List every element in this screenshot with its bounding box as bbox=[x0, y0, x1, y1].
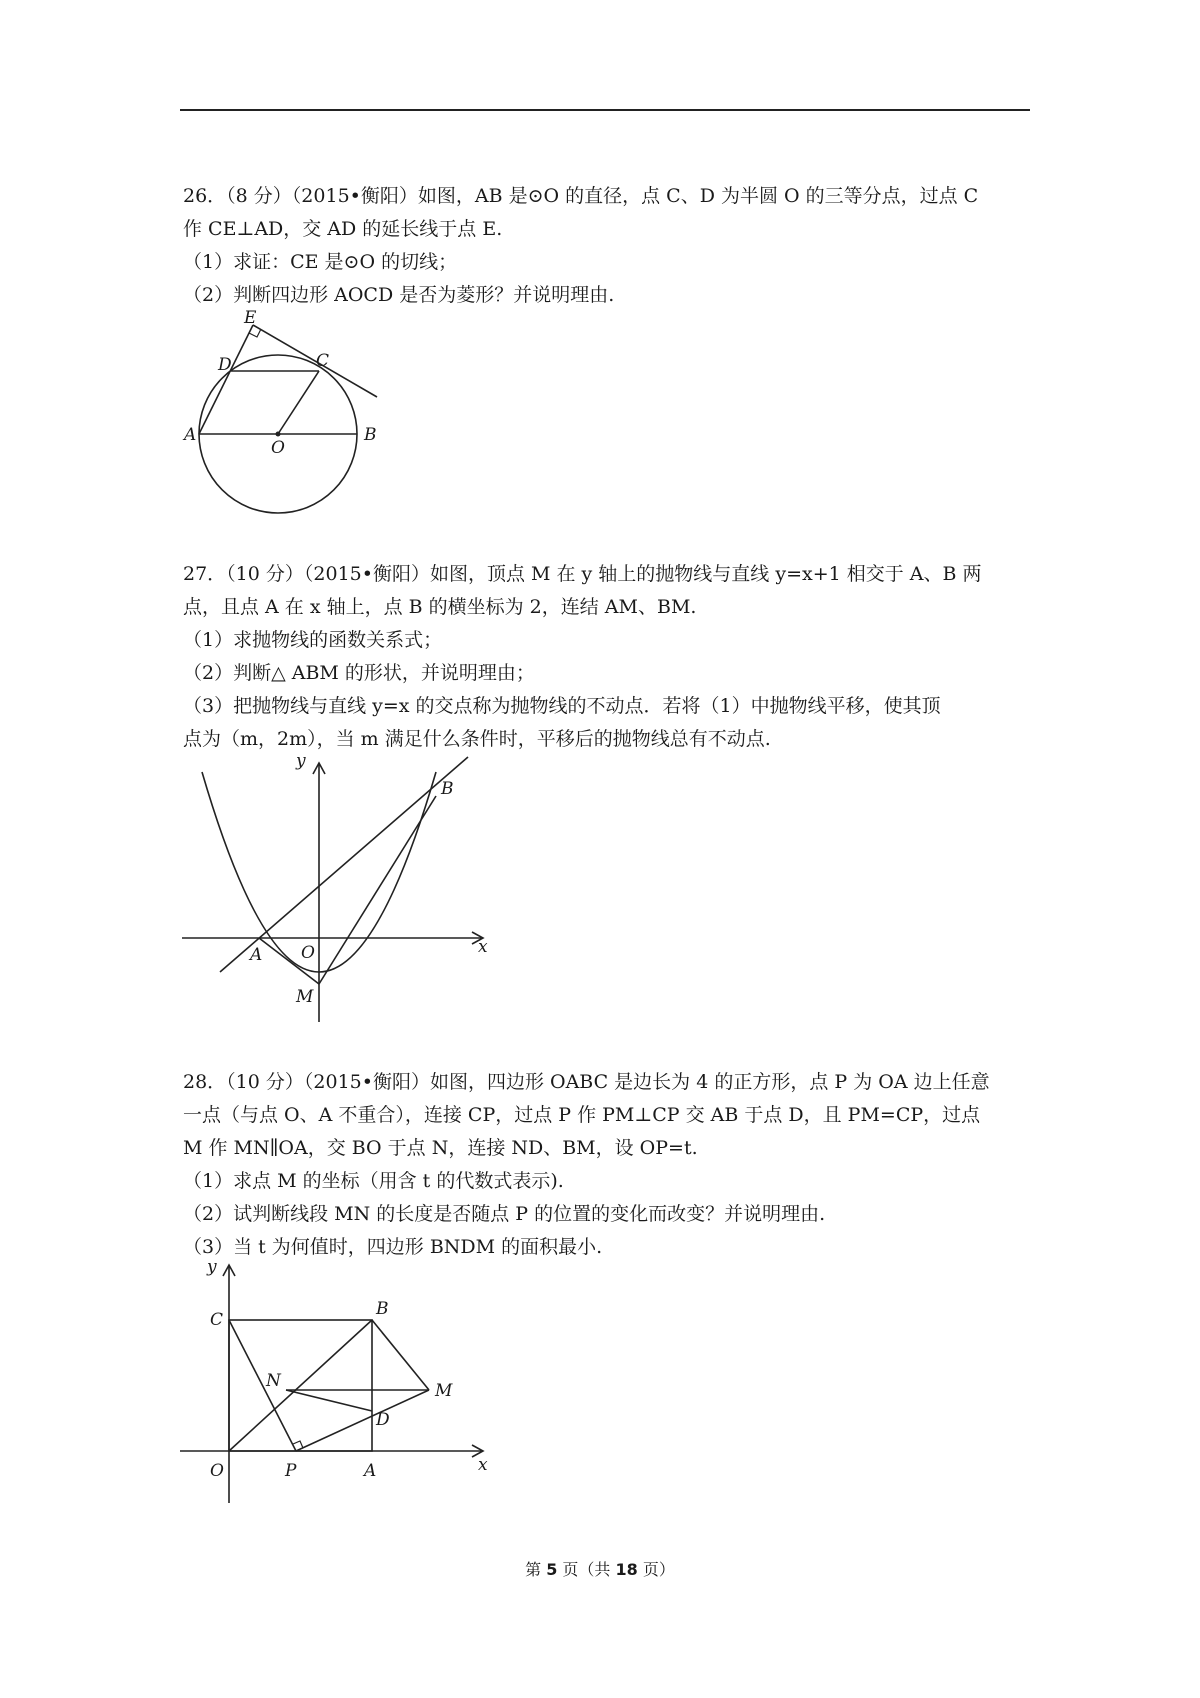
problem-line: （1）求证：CE 是⊙O 的切线； bbox=[183, 251, 458, 273]
problem-line: （3）当 t 为何值时，四边形 BNDM 的面积最小. bbox=[183, 1236, 603, 1258]
label-x: x bbox=[478, 937, 488, 957]
label-b: B bbox=[376, 1299, 389, 1319]
problem-line: （2）试判断线段 MN 的长度是否随点 P 的位置的变化而改变？并说明理由. bbox=[183, 1203, 826, 1225]
label-d: D bbox=[218, 355, 232, 375]
footer-prefix: 第 bbox=[525, 1560, 547, 1579]
problem-line: （1）求点 M 的坐标（用含 t 的代数式表示). bbox=[183, 1170, 564, 1192]
problem-line: （3）把抛物线与直线 y=x 的交点称为抛物线的不动点．若将（1）中抛物线平移，使其顶 bbox=[183, 695, 941, 717]
segment-nd bbox=[286, 1390, 372, 1411]
label-c: C bbox=[210, 1310, 224, 1330]
problem-line: 一点（与点 O、A 不重合），连接 CP，过点 P 作 PM⊥CP 交 AB 于点 D，且 PM=CP，过点 bbox=[183, 1104, 981, 1126]
label-c: C bbox=[316, 351, 330, 371]
label-x: x bbox=[478, 1455, 488, 1475]
label-a: A bbox=[250, 945, 263, 965]
label-y: y bbox=[296, 751, 306, 771]
problem-line: （2）判断四边形 AOCD 是否为菱形？并说明理由. bbox=[183, 284, 615, 306]
segment-pm bbox=[296, 1390, 429, 1451]
label-n: N bbox=[266, 1371, 281, 1391]
label-b: B bbox=[364, 425, 377, 445]
label-d: D bbox=[376, 1410, 390, 1430]
footer-middle: 页（共 bbox=[557, 1560, 616, 1579]
line-y-x-plus-1 bbox=[220, 757, 468, 972]
footer-total-pages: 18 bbox=[615, 1560, 638, 1579]
problem-line: 点，且点 A 在 x 轴上，点 B 的横坐标为 2，连结 AM、BM. bbox=[183, 596, 697, 618]
figure-28-square bbox=[180, 1258, 500, 1518]
segment-bm bbox=[372, 1320, 429, 1390]
label-b: B bbox=[441, 779, 454, 799]
problem-line: 26．（8 分）（2015•衡阳）如图，AB 是⊙O 的直径，点 C、D 为半圆 O 的三等分点，过点 C bbox=[183, 185, 979, 207]
problem-28 bbox=[183, 1066, 1023, 1264]
segment-oc bbox=[278, 371, 319, 434]
label-e: E bbox=[244, 308, 257, 328]
problem-line: （1）求抛物线的函数关系式； bbox=[183, 629, 443, 651]
page-footer bbox=[0, 1557, 1200, 1580]
problem-line: 作 CE⊥AD，交 AD 的延长线于点 E. bbox=[183, 218, 503, 240]
tangent-ce bbox=[253, 325, 377, 397]
label-a: A bbox=[184, 425, 197, 445]
label-o: O bbox=[210, 1461, 224, 1481]
label-m: M bbox=[435, 1381, 453, 1401]
figure-27-parabola bbox=[180, 752, 500, 1032]
problem-line: 28．（10 分）（2015•衡阳）如图，四边形 OABC 是边长为 4 的正方形，点 P 为 OA 边上任意 bbox=[183, 1071, 990, 1093]
label-y: y bbox=[207, 1257, 217, 1277]
header-rule bbox=[180, 109, 1030, 111]
label-p: P bbox=[285, 1461, 297, 1481]
problem-27 bbox=[183, 558, 1023, 756]
footer-page-number: 5 bbox=[546, 1560, 558, 1579]
problem-26 bbox=[183, 180, 1023, 312]
figure-26-circle bbox=[180, 310, 390, 520]
center-point bbox=[276, 432, 281, 437]
problem-line: （2）判断△ ABM 的形状，并说明理由； bbox=[183, 662, 535, 684]
label-o: O bbox=[301, 943, 315, 963]
label-m: M bbox=[296, 987, 314, 1007]
diagonal-bo bbox=[229, 1320, 372, 1451]
problem-line: 27．（10 分）（2015•衡阳）如图，顶点 M 在 y 轴上的抛物线与直线 y=x+1 相交于 A、B 两 bbox=[183, 563, 982, 585]
problem-line: 点为（m，2m），当 m 满足什么条件时，平移后的抛物线总有不动点. bbox=[183, 728, 771, 750]
footer-suffix: 页） bbox=[637, 1560, 675, 1579]
segment-bm bbox=[319, 796, 436, 984]
label-a: A bbox=[364, 1461, 377, 1481]
segment-cp bbox=[229, 1320, 296, 1451]
segment-ad-extended bbox=[199, 325, 253, 434]
problem-line: M 作 MN∥OA，交 BO 于点 N，连接 ND、BM，设 OP=t. bbox=[183, 1137, 698, 1159]
label-o: O bbox=[271, 438, 285, 458]
